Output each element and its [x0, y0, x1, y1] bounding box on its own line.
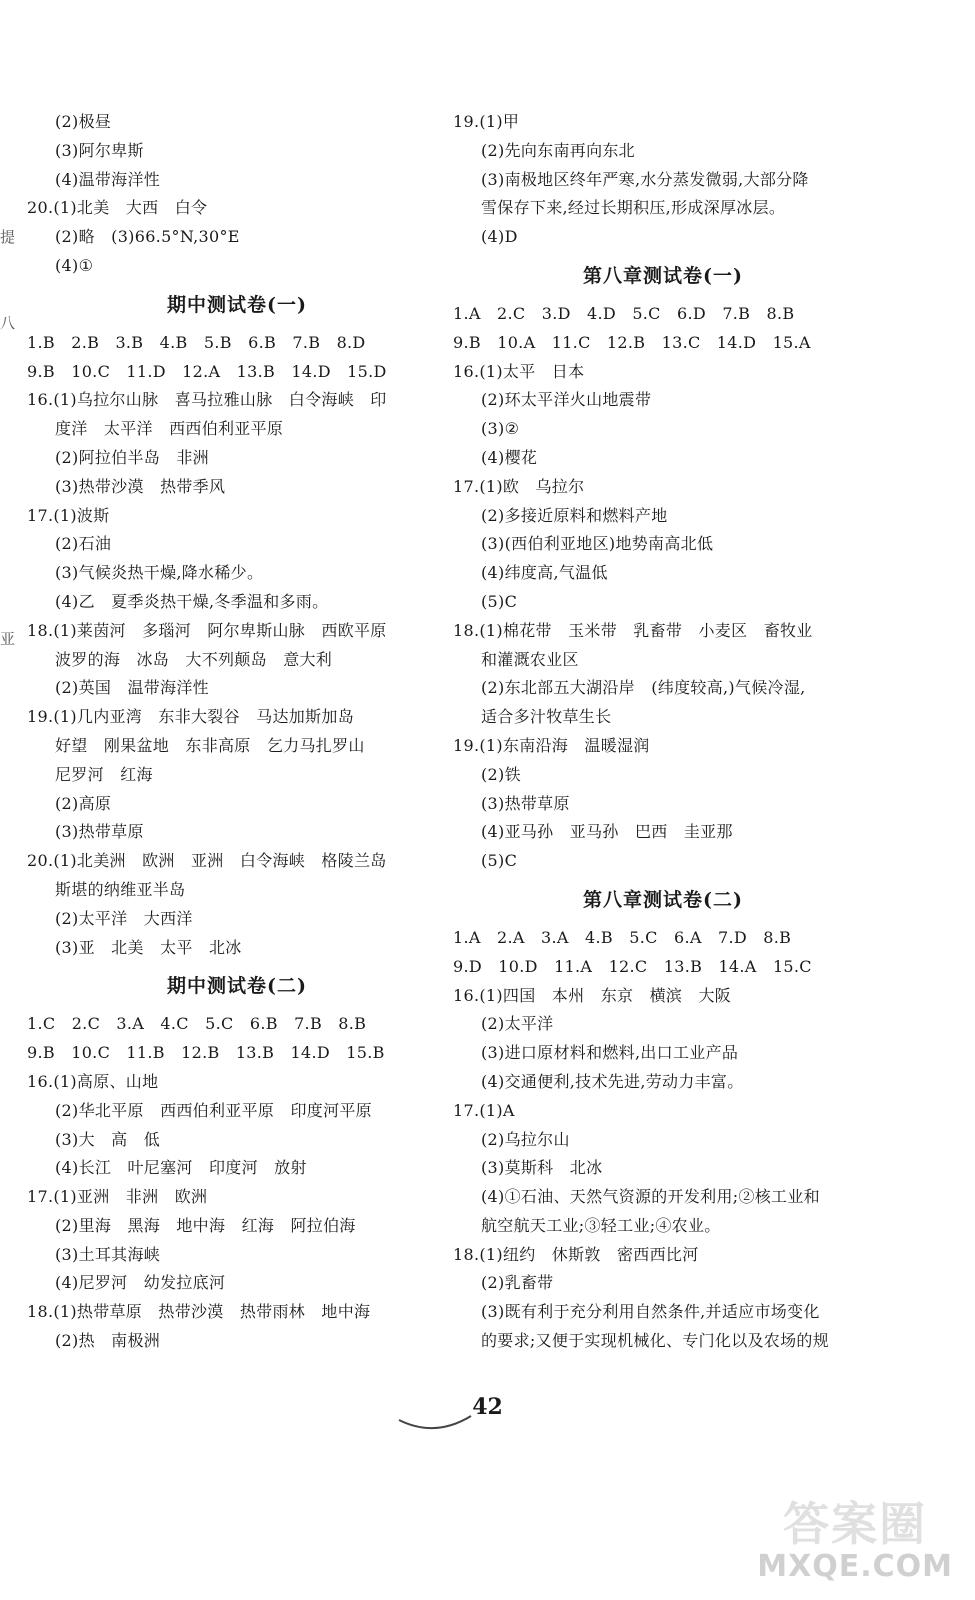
left-column — [27, 108, 447, 1356]
watermark-logo: 答案圈 — [783, 1497, 928, 1551]
answer-line: (4)交通便利,技术先进,劳动力丰富。 — [481, 1071, 744, 1091]
answer-line: (4)D — [481, 227, 518, 247]
answer-line: (3)热带沙漠 热带季风 — [55, 476, 226, 496]
page-number: 42 — [472, 1394, 503, 1420]
answer-line: (2)乳畜带 — [481, 1273, 554, 1293]
answer-line: 17.(1)欧 乌拉尔 — [453, 476, 585, 496]
answer-line: (2)东北部五大湖沿岸 (纬度较高,)气候冷湿, — [481, 678, 806, 698]
answer-line: 16.(1)高原、山地 — [27, 1071, 159, 1091]
answer-line: (4)亚马孙 亚马孙 巴西 圭亚那 — [481, 822, 733, 842]
answer-line: (2)英国 温带海洋性 — [55, 678, 209, 698]
answer-line: 18.(1)莱茵河 多瑙河 阿尔卑斯山脉 西欧平原 — [27, 620, 387, 640]
answer-line: 度洋 太平洋 西西伯利亚平原 — [55, 419, 284, 439]
answer-line: (3)热带草原 — [481, 793, 570, 813]
page-swoosh-icon — [395, 1412, 475, 1434]
answer-line: (4)① — [55, 255, 94, 275]
answer-line: 雪保存下来,经过长期积压,形成深厚冰层。 — [481, 198, 786, 218]
answer-line: (4)尼罗河 幼发拉底河 — [55, 1273, 226, 1293]
section-title: 第八章测试卷(一) — [583, 264, 743, 287]
answer-line: 17.(1)亚洲 非洲 欧洲 — [27, 1187, 208, 1207]
answer-line: 的要求;又便于实现机械化、专门化以及农场的规 — [481, 1331, 829, 1351]
answer-line: (2)华北平原 西西伯利亚平原 印度河平原 — [55, 1100, 372, 1120]
answer-line: (2)高原 — [55, 793, 112, 813]
answer-line: (2)铁 — [481, 764, 521, 784]
answer-line: 18.(1)纽约 休斯敦 密西西比河 — [453, 1244, 699, 1264]
answer-line: 适合多汁牧草生长 — [481, 707, 612, 727]
answer-line: (4)纬度高,气温低 — [481, 563, 608, 583]
answer-line: 16.(1)太平 日本 — [453, 361, 585, 381]
answer-line: (2)石油 — [55, 534, 112, 554]
answer-line: 尼罗河 红海 — [55, 764, 153, 784]
watermark-url: MXQE.COM — [757, 1549, 953, 1584]
answer-line: (3)土耳其海峡 — [55, 1244, 161, 1264]
answer-line: 斯堪的纳维亚半岛 — [55, 879, 186, 899]
answer-line: (2)太平洋 — [481, 1014, 554, 1034]
answer-line: (5)C — [481, 851, 518, 871]
answer-line: (2)先向东南再向东北 — [481, 140, 635, 160]
answer-line: 1.C 2.C 3.A 4.C 5.C 6.B 7.B 8.B — [27, 1014, 367, 1034]
answer-line: (2)略 (3)66.5°N,30°E — [55, 227, 240, 247]
section-title: 第八章测试卷(二) — [583, 888, 743, 911]
answer-line: (2)极昼 — [55, 112, 112, 131]
answer-line: 20.(1)北美洲 欧洲 亚洲 白令海峡 格陵兰岛 — [27, 851, 387, 871]
answer-line: 9.D 10.D 11.A 12.C 13.B 14.A 15.C — [453, 956, 812, 976]
answer-line: (2)阿拉伯半岛 非洲 — [55, 447, 209, 467]
edge-mark: 提 — [0, 228, 16, 246]
answer-line: (3)(西伯利亚地区)地势南高北低 — [481, 534, 714, 554]
answer-line: 1.A 2.A 3.A 4.B 5.C 6.A 7.D 8.B — [453, 927, 792, 947]
section-title: 期中测试卷(一) — [167, 293, 307, 316]
answer-line: (4)①石油、天然气资源的开发利用;②核工业和 — [481, 1187, 820, 1207]
answer-line: 17.(1)A — [453, 1100, 515, 1120]
answer-line: 20.(1)北美 大西 白令 — [27, 198, 208, 218]
answer-line: (3)亚 北美 太平 北冰 — [55, 937, 242, 957]
answer-line: (2)环太平洋火山地震带 — [481, 390, 652, 410]
right-column — [453, 108, 873, 1356]
answer-line: (3)大 高 低 — [55, 1129, 161, 1149]
answer-line: 和灌溉农业区 — [481, 649, 579, 669]
answer-line: 18.(1)热带草原 热带沙漠 热带雨林 地中海 — [27, 1302, 371, 1322]
answer-line: 9.B 10.A 11.C 12.B 13.C 14.D 15.A — [453, 332, 811, 352]
answer-line: (4)长江 叶尼塞河 印度河 放射 — [55, 1158, 307, 1178]
answer-line: 9.B 10.C 11.B 12.B 13.B 14.D 15.B — [27, 1043, 385, 1063]
answer-line: (4)樱花 — [481, 447, 538, 467]
edge-mark: 亚 — [0, 630, 16, 648]
answer-line: 19.(1)东南沿海 温暖湿润 — [453, 735, 650, 755]
answer-line: 航空航天工业;③轻工业;④农业。 — [481, 1215, 721, 1235]
answer-line: (3)阿尔卑斯 — [55, 140, 144, 160]
answer-line: (3)南极地区终年严寒,水分蒸发微弱,大部分降 — [481, 169, 809, 189]
answer-line: 1.B 2.B 3.B 4.B 5.B 6.B 7.B 8.D — [27, 332, 366, 352]
answer-line: 17.(1)波斯 — [27, 505, 110, 525]
answer-line: 18.(1)棉花带 玉米带 乳畜带 小麦区 畜牧业 — [453, 620, 813, 640]
answer-line: 好望 刚果盆地 东非高原 乞力马扎罗山 — [55, 735, 365, 755]
answer-line: (3)莫斯科 北冰 — [481, 1158, 603, 1178]
answer-line: (3)热带草原 — [55, 822, 144, 842]
section-title: 期中测试卷(二) — [167, 975, 307, 998]
answer-line: (2)多接近原料和燃料产地 — [481, 505, 668, 525]
answer-line: (4)温带海洋性 — [55, 169, 161, 189]
answer-line: (4)乙 夏季炎热干燥,冬季温和多雨。 — [55, 591, 329, 611]
answer-line: (3)既有利于充分利用自然条件,并适应市场变化 — [481, 1302, 820, 1322]
answer-line: 9.B 10.C 11.D 12.A 13.B 14.D 15.D — [27, 361, 387, 381]
answer-line: (2)里海 黑海 地中海 红海 阿拉伯海 — [55, 1215, 356, 1235]
answer-line: 19.(1)几内亚湾 东非大裂谷 马达加斯加岛 — [27, 707, 355, 727]
watermark — [757, 1498, 953, 1584]
answer-line: (3)气候炎热干燥,降水稀少。 — [55, 563, 264, 583]
answer-line: (3)进口原材料和燃料,出口工业产品 — [481, 1043, 739, 1063]
answer-line: 19.(1)甲 — [453, 112, 520, 131]
answer-line: (2)热 南极洲 — [55, 1331, 161, 1351]
answer-line: (3)② — [481, 419, 520, 439]
answer-line: (2)太平洋 大西洋 — [55, 908, 193, 928]
answer-line: 1.A 2.C 3.D 4.D 5.C 6.D 7.B 8.B — [453, 303, 795, 323]
answer-line: 16.(1)乌拉尔山脉 喜马拉雅山脉 白令海峡 印 — [27, 390, 387, 410]
edge-mark: 八 — [0, 314, 16, 332]
answer-line: 波罗的海 冰岛 大不列颠岛 意大利 — [55, 649, 333, 669]
answer-line: 16.(1)四国 本州 东京 横滨 大阪 — [453, 985, 732, 1005]
answer-line: (2)乌拉尔山 — [481, 1129, 570, 1149]
answer-line: (5)C — [481, 591, 518, 611]
